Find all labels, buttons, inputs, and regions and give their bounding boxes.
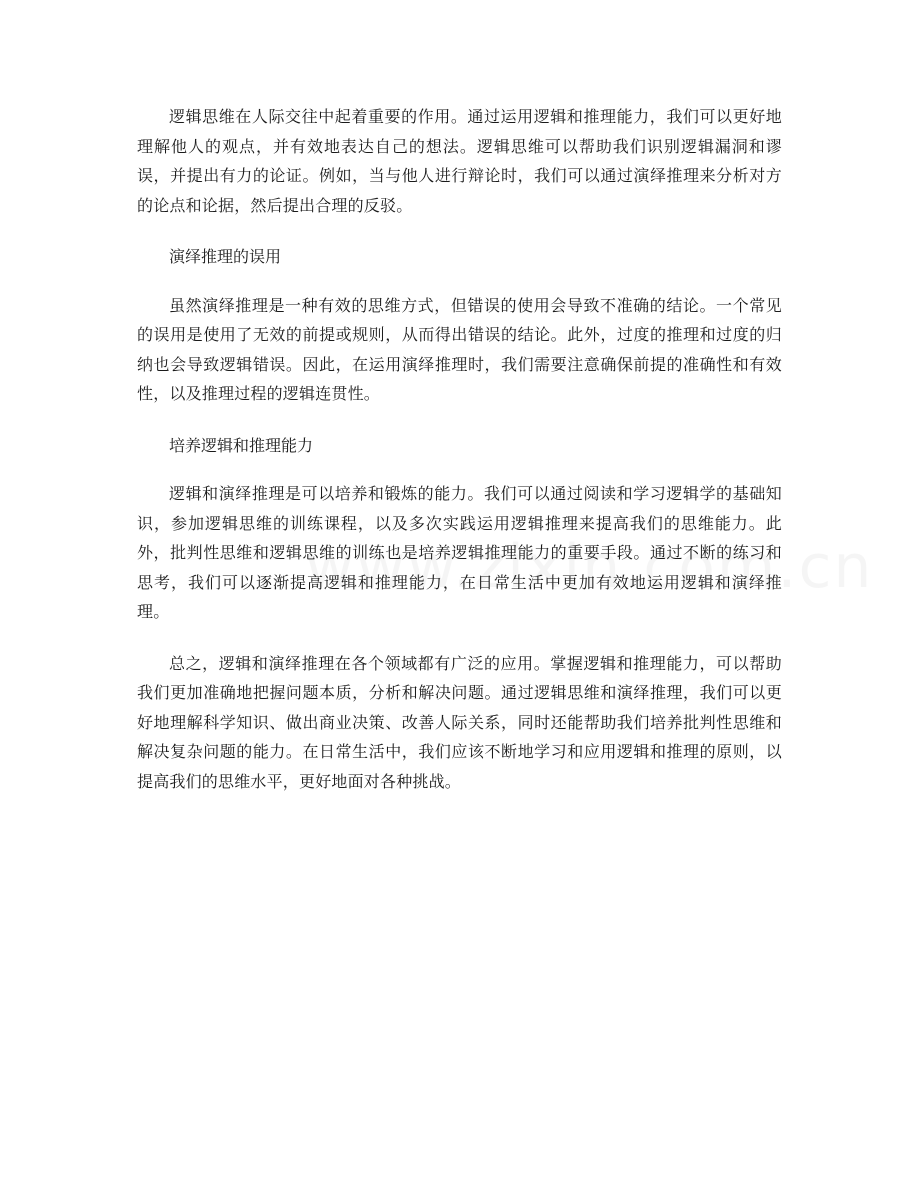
- section-heading-misuse: 演绎推理的误用: [169, 247, 282, 266]
- document-body: [137, 102, 782, 796]
- paragraph-conclusion: 总之，逻辑和演绎推理在各个领域都有广泛的应用。掌握逻辑和推理能力，可以帮助我们更加准确地把握问题本质，分析和解决问题。通过逻辑思维和演绎推理，我们可以更好地理解科学知识、做出商业决策、改善人际关系，同时还能帮助我们培养批判性思维和解决复杂问题的能力。在日常生活中，我们应该不断地学习和应用逻辑和推理的原则，以提高我们的思维水平，更好地面对各种挑战。: [137, 653, 782, 791]
- paragraph-interpersonal: 逻辑思维在人际交往中起着重要的作用。通过运用逻辑和推理能力，我们可以更好地理解他人的观点，并有效地表达自己的想法。逻辑思维可以帮助我们识别逻辑漏洞和谬误，并提出有力的论证。例如，当与他人进行辩论时，我们可以通过演绎推理来分析对方的论点和论据，然后提出合理的反驳。: [137, 107, 782, 215]
- paragraph-cultivate: 逻辑和演绎推理是可以培养和锻炼的能力。我们可以通过阅读和学习逻辑学的基础知识，参加逻辑思维的训练课程，以及多次实践运用逻辑推理来提高我们的思维能力。此外，批判性思维和逻辑思维的训练也是培养逻辑推理能力的重要手段。通过不断的练习和思考，我们可以逐渐提高逻辑和推理能力，在日常生活中更加有效地运用逻辑和演绎推理。: [137, 484, 782, 621]
- section-heading-cultivate: 培养逻辑和推理能力: [169, 435, 314, 455]
- paragraph-misuse: 虽然演绎推理是一种有效的思维方式，但错误的使用会导致不准确的结论。一个常见的误用是使用了无效的前提或规则，从而得出错误的结论。此外，过度的推理和过度的归纳也会导致逻辑错误。因此，在运用演绎推理时，我们需要注意确保前提的准确性和有效性，以及推理过程的逻辑连贯性。: [137, 295, 782, 403]
